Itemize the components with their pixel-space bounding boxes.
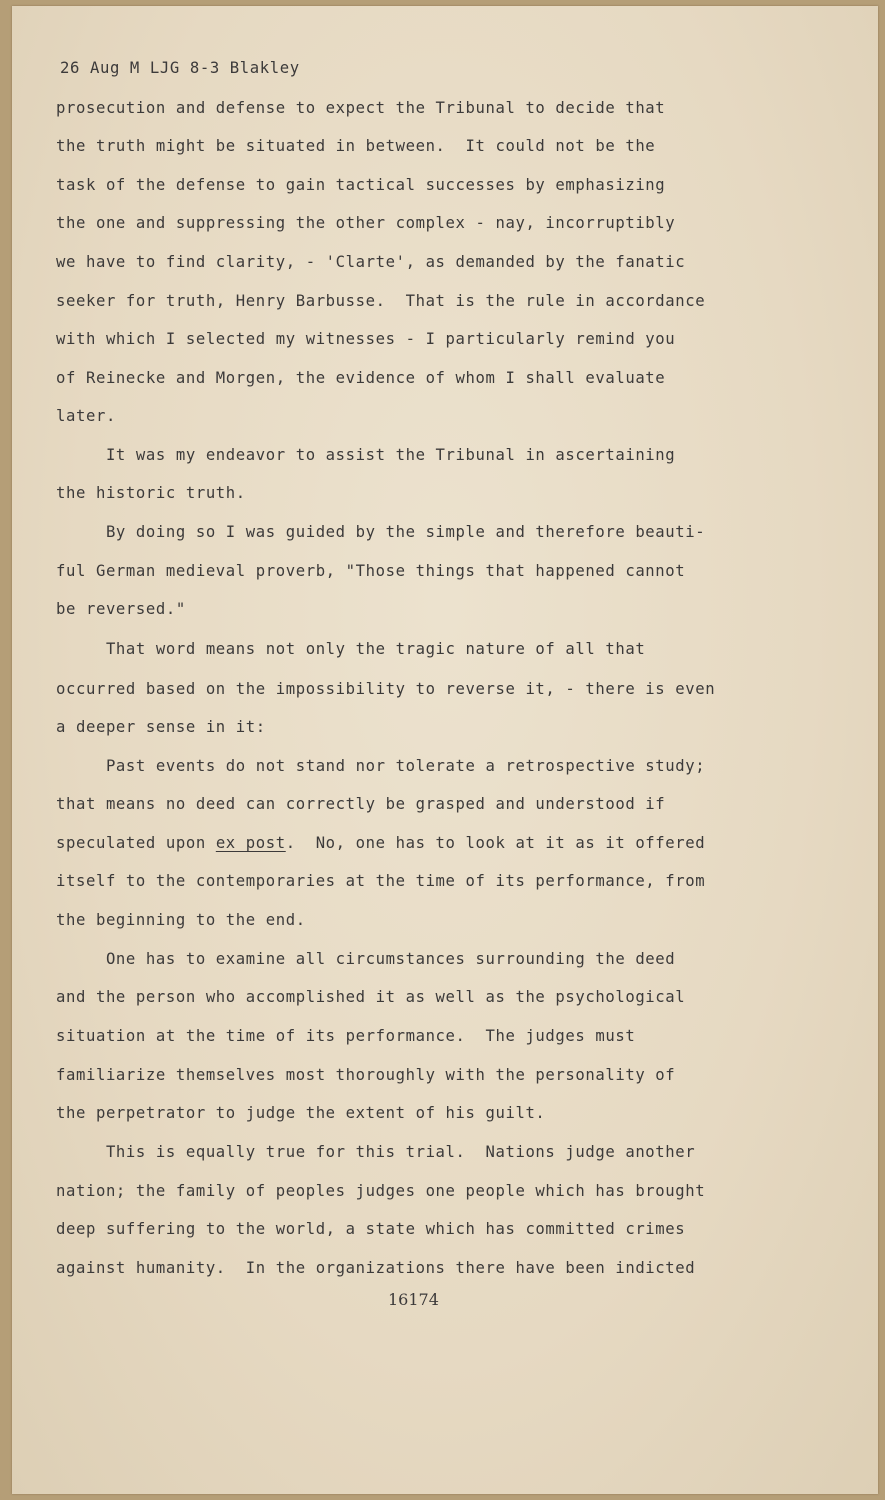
body-line: be reversed." (56, 600, 186, 618)
body-line: occurred based on the impossibility to reverse it, - there is even (56, 680, 716, 698)
body-line: situation at the time of its performance. The judges must (56, 1027, 636, 1045)
body-line: and the person who accomplished it as well as the psychological (56, 988, 686, 1006)
body-line: seeker for truth, Henry Barbusse. That is the rule in accordance (56, 292, 706, 310)
body-line: That word means not only the tragic nature of all that (56, 640, 646, 658)
body-line: with which I selected my witnesses - I particularly remind you (56, 330, 676, 348)
body-line: later. (56, 407, 116, 425)
body-line (56, 832, 705, 854)
body-line-lead: speculated upon (56, 834, 216, 852)
body-line: we have to find clarity, - 'Clarte', as demanded by the fanatic (56, 253, 686, 271)
body-line: By doing so I was guided by the simple and therefore beauti- (56, 523, 706, 541)
body-line: It was my endeavor to assist the Tribunal in ascertaining (56, 446, 676, 464)
body-line: the perpetrator to judge the extent of his guilt. (56, 1104, 546, 1122)
body-line: a deeper sense in it: (56, 718, 266, 736)
page-number: 16174 (388, 1290, 439, 1309)
body-line: against humanity. In the organizations there have been indicted (56, 1259, 696, 1277)
body-line: nation; the family of peoples judges one people which has brought (56, 1182, 706, 1200)
body-line: the historic truth. (56, 484, 246, 502)
body-line: itself to the contemporaries at the time of its performance, from (56, 872, 706, 890)
document-page (12, 6, 878, 1494)
body-line: prosecution and defense to expect the Tribunal to decide that (56, 99, 666, 117)
page-header: 26 Aug M LJG 8-3 Blakley (60, 59, 300, 77)
body-line: Past events do not stand nor tolerate a retrospective study; (56, 757, 706, 775)
body-line: ful German medieval proverb, "Those things that happened cannot (56, 562, 686, 580)
body-line: that means no deed can correctly be grasped and understood if (56, 795, 666, 813)
body-line: One has to examine all circumstances surrounding the deed (56, 950, 676, 968)
body-line: task of the defense to gain tactical successes by emphasizing (56, 176, 666, 194)
body-line: of Reinecke and Morgen, the evidence of whom I shall evaluate (56, 369, 666, 387)
body-line: the one and suppressing the other complex - nay, incorruptibly (56, 214, 676, 232)
body-line: the beginning to the end. (56, 911, 306, 929)
underlined-phrase: ex post (215, 834, 286, 852)
body-line: familiarize themselves most thoroughly with the personality of (56, 1066, 676, 1084)
body-line-tail: . No, one has to look at it as it offered (285, 834, 706, 852)
body-line: the truth might be situated in between. It could not be the (56, 137, 656, 155)
body-line: deep suffering to the world, a state which has committed crimes (56, 1220, 686, 1238)
body-line: This is equally true for this trial. Nations judge another (56, 1143, 696, 1161)
